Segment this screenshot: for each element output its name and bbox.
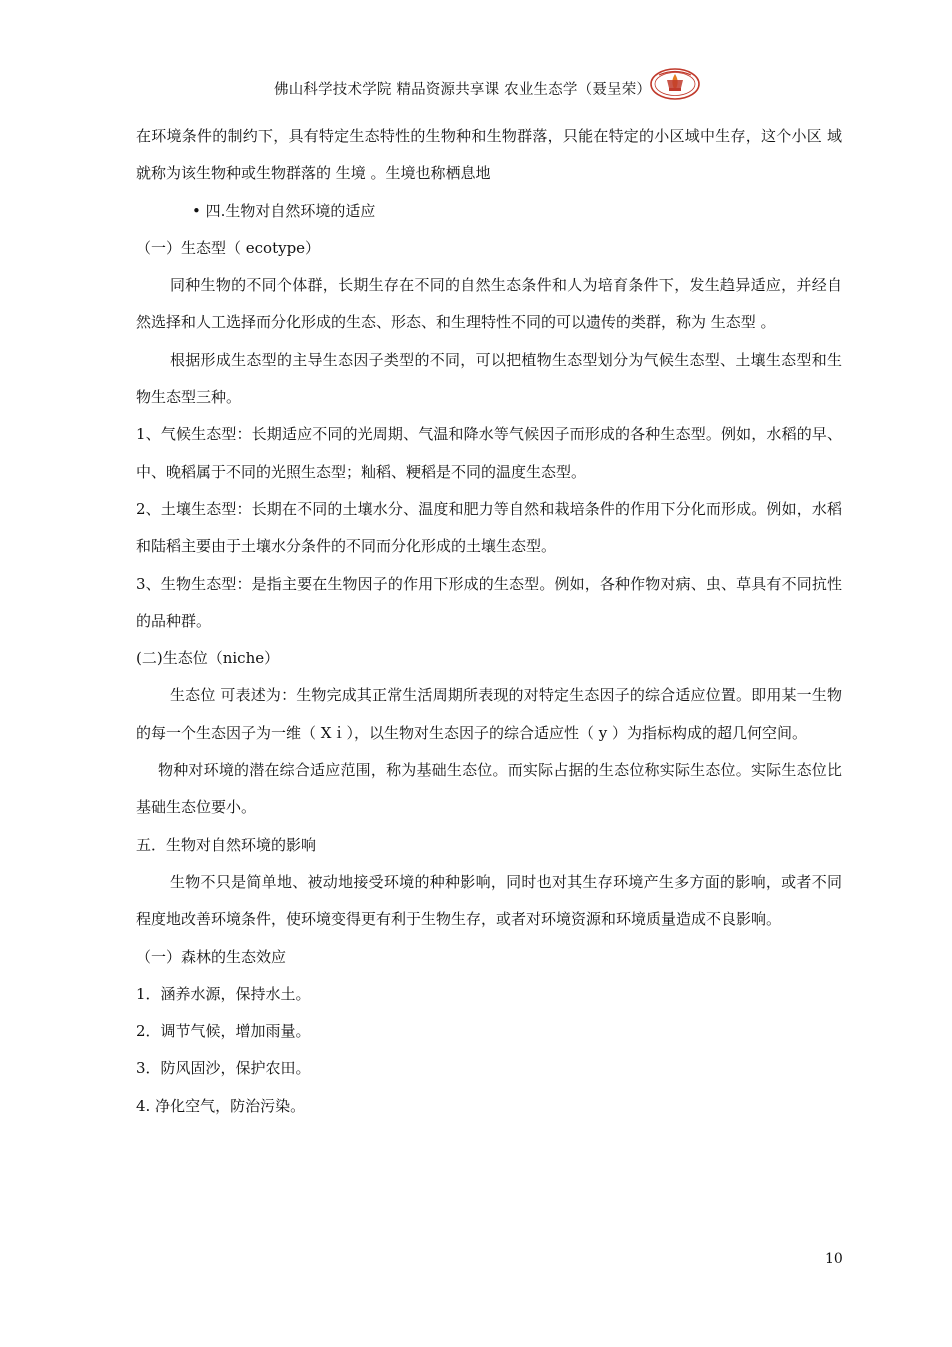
list-item-water-conservation: 1．涵养水源，保持水土。 bbox=[136, 984, 311, 1003]
section-heading-adaptation: • 四.生物对自然环境的适应 bbox=[192, 201, 376, 220]
paragraph-influence: 生物不只是简单地、被动地接受环境的种种影响，同时也对其生存环境产生多方面的影响，或者不同程度地改善环境条件，使环境变得更有利于生物生存，或者对环境资源和环境质量造成不良影响。 bbox=[136, 872, 842, 929]
page-header: 佛山科学技术学院 精品资源共享课 农业生态学（聂呈荣） bbox=[274, 82, 652, 98]
page-number: 10 bbox=[825, 1251, 843, 1267]
document-body bbox=[136, 118, 842, 1125]
university-logo bbox=[650, 66, 700, 102]
paragraph-fundamental-niche: 物种对环境的潜在综合适应范围，称为基础生态位。而实际占据的生态位称实际生态位。实际生态位比基础生态位要小。 bbox=[136, 761, 842, 817]
subheading-forest-effects: （一）森林的生态效应 bbox=[136, 947, 287, 966]
list-item-climatic-ecotype: 1、气候生态型：长期适应不同的光周期、气温和降水等气候因子而形成的各种生态型。例如，水稻的早、中、晚稻属于不同的光照生态型；籼稻、粳稻是不同的温度生态型。 bbox=[136, 425, 842, 481]
paragraph-niche-definition: 生态位 可表述为：生物完成其正常生活周期所表现的对特定生态因子的综合适应位置。即用某一生物的每一个生态因子为一维（ Xｉ），以生物对生态因子的综合适应性（ y ）为指标构成的超几何空间。 bbox=[136, 686, 842, 742]
paragraph-ecotype-definition: 同种生物的不同个体群，长期生存在不同的自然生态条件和人为培育条件下，发生趋异适应，并经自然选择和人工选择而分化形成的生态、形态、和生理特性不同的可以遗传的类群，称为 生态型 。 bbox=[136, 276, 842, 332]
subheading-ecotype: （一）生态型（ ecotype） bbox=[136, 238, 321, 257]
list-item-climate-regulation: 2．调节气候，增加雨量。 bbox=[136, 1022, 311, 1041]
subheading-niche: (二)生态位（niche） bbox=[136, 649, 280, 668]
list-item-air-purification: 4. 净化空气，防治污染。 bbox=[136, 1096, 306, 1115]
list-item-edaphic-ecotype: 2、土壤生态型：长期在不同的土壤水分、温度和肥力等自然和栽培条件的作用下分化而形成。例如，水稻和陆稻主要由于土壤水分条件的不同而分化形成的土壤生态型。 bbox=[136, 499, 842, 556]
list-item-windbreak: 3．防风固沙，保护农田。 bbox=[136, 1059, 311, 1078]
list-item-biotic-ecotype: 3、生物生态型：是指主要在生物因子的作用下形成的生态型。例如，各种作物对病、虫、草具有不同抗性的品种群。 bbox=[136, 574, 842, 630]
paragraph-ecotype-classification: 根据形成生态型的主导生态因子类型的不同，可以把植物生态型划分为气候生态型、土壤生态型和生物生态型三种。 bbox=[136, 350, 842, 407]
paragraph-habitat: 在环境条件的制约下，具有特定生态特性的生物种和生物群落，只能在特定的小区域中生存，这个小区 域就称为该生物种或生物群落的 生境 。生境也称栖息地 bbox=[136, 127, 842, 183]
section-heading-influence: 五．生物对自然环境的影响 bbox=[136, 835, 317, 854]
